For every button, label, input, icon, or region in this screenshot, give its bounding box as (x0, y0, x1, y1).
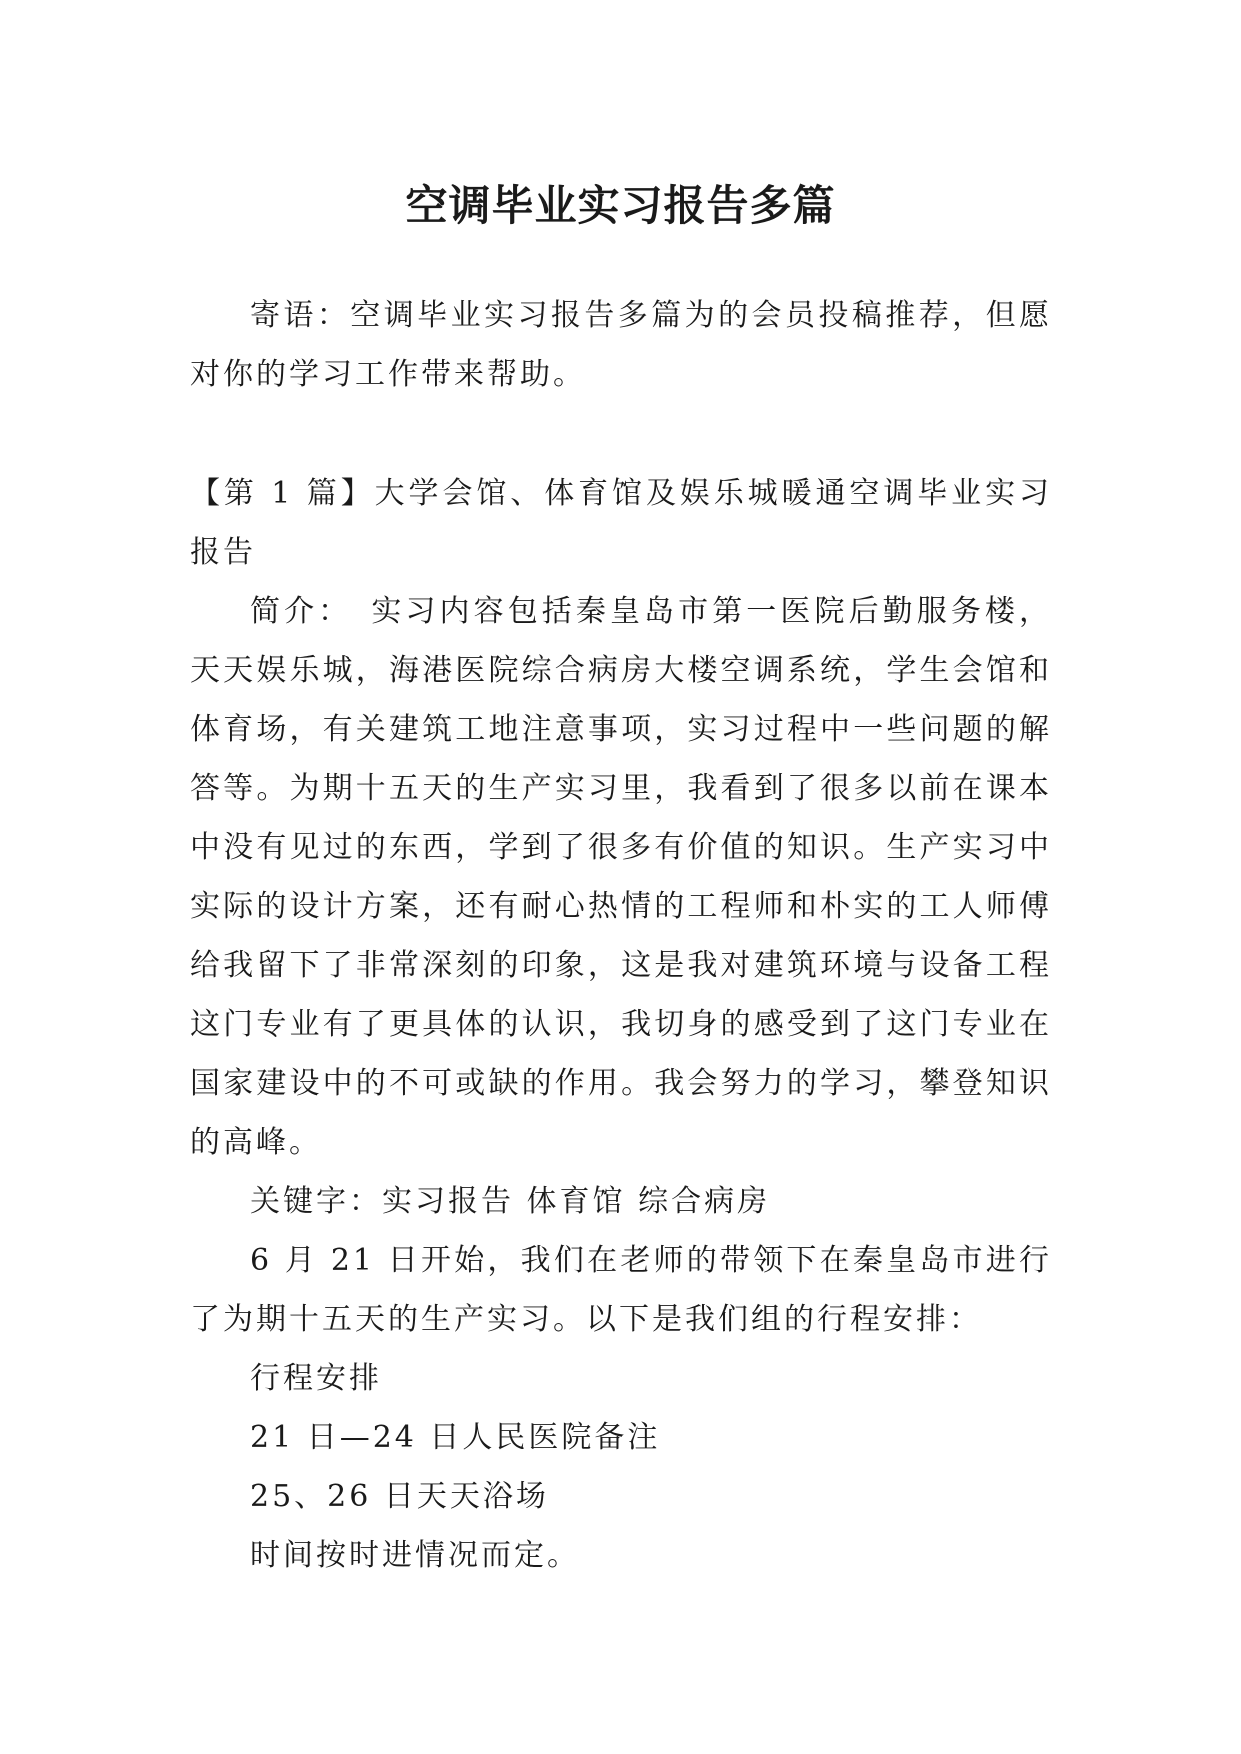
schedule-heading: 行程安排 (250, 1361, 382, 1396)
abstract-paragraph: 简介： 实习内容包括秦皇岛市第一医院后勤服务楼，天天娱乐城，海港医院综合病房大楼空调系统，学生会馆和体育场，有关建筑工地注意事项，实习过程中一些问题的解答等。为期十五天的生产实习里，我看到了很多以前在课本中没有见过的东西，学到了很多有价值的知识。生产实习中实际的设计方案，还有耐心热情的工程师和朴实的工人师傅给我留下了非常深刻的印象，这是我对建筑环境与设备工程这门专业有了更具体的认识，我切身的感受到了这门专业在国家建设中的不可或缺的作用。我会努力的学习，攀登知识的高峰。 (190, 594, 1052, 1160)
section-heading: 【第 1 篇】大学会馆、体育馆及娱乐城暖通空调毕业实习报告 (190, 476, 1052, 570)
document-title: 空调毕业实习报告多篇 (405, 181, 836, 231)
start-paragraph: 6 月 21 日开始，我们在老师的带领下在秦皇岛市进行了为期十五天的生产实习。以下是我们组的行程安排： (190, 1243, 1052, 1337)
keywords-line: 关键字：实习报告 体育馆 综合病房 (250, 1184, 771, 1219)
schedule-item: 21 日—24 日人民医院备注 (250, 1420, 661, 1455)
document-body (190, 286, 1052, 1585)
schedule-item: 25、26 日天天浴场 (250, 1479, 549, 1514)
schedule-note: 时间按时进情况而定。 (250, 1538, 580, 1573)
intro-paragraph: 寄语：空调毕业实习报告多篇为的会员投稿推荐，但愿对你的学习工作带来帮助。 (190, 298, 1052, 392)
